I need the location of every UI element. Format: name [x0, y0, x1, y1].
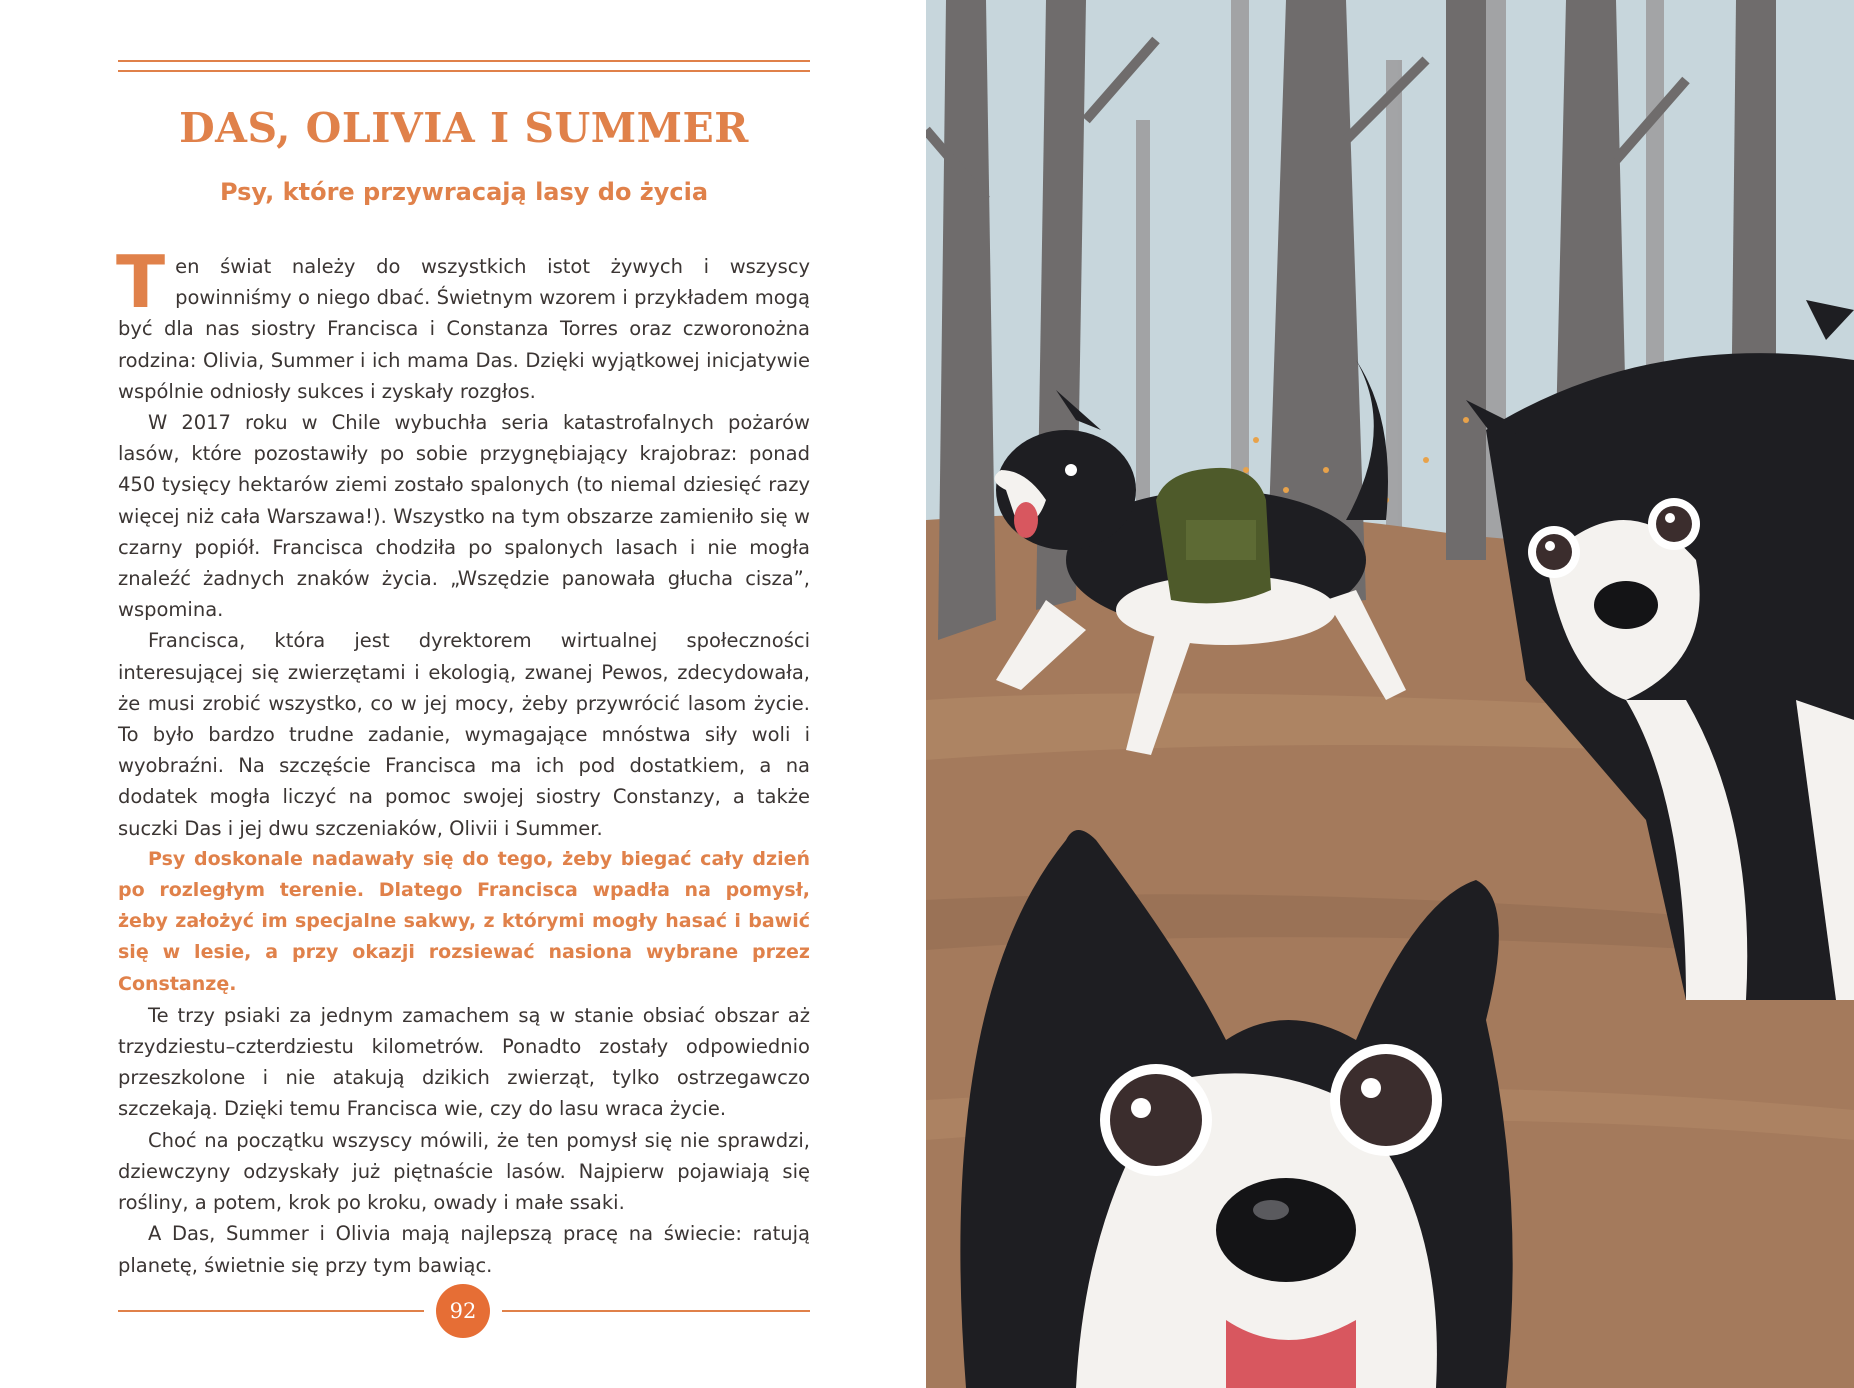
footer-rule-right	[502, 1310, 810, 1312]
paragraph-7: A Das, Summer i Olivia mają najlepszą pracę na świecie: ratują planetę, świetnie się przy tym bawiąc.	[118, 1222, 810, 1277]
paragraph-5: Te trzy psiaki za jednym zamachem są w stanie obsiać obszar aż trzydziestu–czterdziestu kilometrów. Ponadto zostały odpowiednio przeszkolone i nie atakują dzikich zwierząt, tylko ostrzegawczo szczekają. Dzięki temu Francisca wie, czy do lasu wraca życie.	[118, 1003, 810, 1121]
paragraph-1	[116, 240, 810, 407]
paragraph-3: Francisca, która jest dyrektorem wirtualnej społeczności interesującej się zwierzętami i ekologią, zwanej Pewos, zdecydowała, że musi zrobić wszystko, co w jej mocy, żeby przywrócić lasom życie. To było bardzo trudne zadanie, wymagające mnóstwa siły woli i wyobraźni. Na szczęście Francisca ma ich pod dostatkiem, a na dodatek mogła liczyć na pomoc swojej siostry Constanzy, a także suczki Das i jej dwu szczeniaków, Olivii i Summer.	[118, 629, 810, 840]
illustration-svg	[926, 0, 1854, 1388]
paragraph-6: Choć na początku wszyscy mówili, że ten pomysł się nie sprawdzi, dziewczyny odzyskały już piętnaście lasów. Najpierw pojawiają się rośliny, a potem, krok po kroku, owady i małe ssaki.	[118, 1128, 810, 1215]
paragraph-1-text: en świat należy do wszystkich istot żywych i wszyscy powinniśmy o niego dbać. Świetnym wzorem i przykładem mogą być dla nas siostry Francisca i Constanza Torres oraz czworonożna rodzina: Olivia, Summer i ich mama Das. Dzięki wyjątkowej inicjatywie wspólnie odniosły sukces i zyskały rozgłos.	[118, 255, 810, 403]
highlighted-paragraph: Psy doskonale nadawały się do tego, żeby biegać cały dzień po rozległym terenie. Dlatego Francisca wpadła na pomysł, żeby założyć im specjalne sakwy, z którymi mogły hasać i bawić się w lesie, a przy okazji rozsiewać nasiona wybrane przez Constanzę.	[118, 847, 810, 995]
header-double-rule	[118, 60, 810, 72]
paragraph-2: W 2017 roku w Chile wybuchła seria katastrofalnych pożarów lasów, które pozostawiły po sobie przygnębiający krajobraz: ponad 450 tysięcy hektarów ziemi zostało spalonych (to niemal dziesięć razy więcej niż cała Warszawa!). Wszystko na tym obszarze zamieniło się w czarny popiół. Francisca chodziła po spalonych lasach i nie mogła znaleźć żadnych znaków życia. „Wszędzie panowała głucha cisza”, wspomina.	[118, 411, 810, 622]
page-subtitle: Psy, które przywracają lasy do życia	[219, 178, 709, 206]
dogs-forest-illustration	[926, 0, 1854, 1388]
text-page	[0, 0, 926, 1388]
page-title: DAS, OLIVIA I SUMMER	[179, 104, 749, 152]
page-number-badge: 92	[436, 1284, 490, 1338]
body-text	[116, 240, 810, 1281]
footer-rule-left	[118, 1310, 424, 1312]
drop-cap: T	[116, 240, 166, 324]
